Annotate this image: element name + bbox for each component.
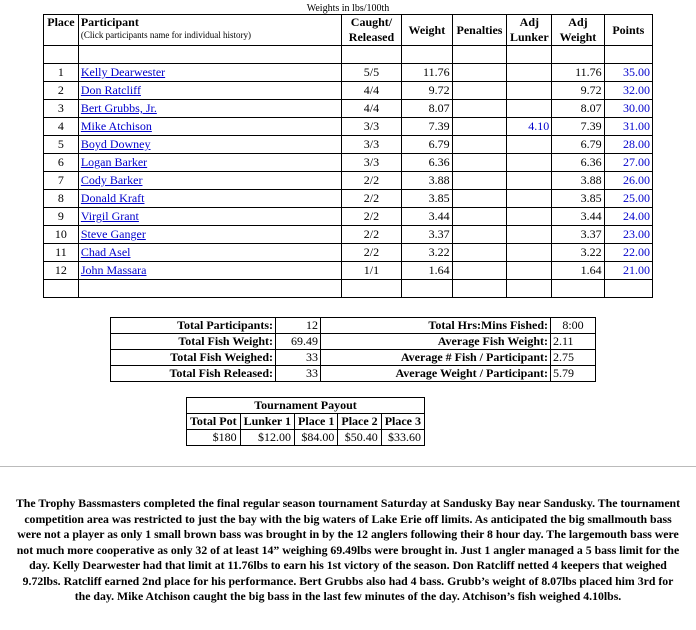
blank-cell: [402, 46, 452, 64]
caught-released-cell: 4/4: [341, 82, 401, 100]
adj-weight-cell: 9.72: [552, 82, 604, 100]
total-fish-released-value: 33: [276, 366, 321, 382]
adj-weight-cell: 7.39: [552, 118, 604, 136]
result-row: [44, 100, 653, 118]
summary-table: [110, 317, 596, 382]
adj-weight-cell: 3.22: [552, 244, 604, 262]
header-caught-released: [341, 15, 401, 46]
penalties-cell: [452, 226, 507, 244]
penalties-cell: [452, 208, 507, 226]
adj-lunker-cell: [507, 190, 552, 208]
caught-released-cell: 3/3: [341, 154, 401, 172]
participant-link[interactable]: Kelly Dearwester: [80, 65, 166, 79]
header-participant-note: (Click participants name for individual history): [80, 30, 252, 40]
blank-cell: [604, 46, 652, 64]
points-cell: 21.00: [604, 262, 652, 280]
header-caught: Caught/: [350, 15, 393, 29]
blank-cell: [44, 280, 79, 298]
weights-caption-text: Weights in lbs/100th: [306, 3, 390, 14]
weight-cell: 6.36: [402, 154, 452, 172]
points-cell: 24.00: [604, 208, 652, 226]
result-row: [44, 82, 653, 100]
summary-row: [111, 318, 596, 334]
payout-header-lunker-1: Lunker 1: [240, 414, 294, 430]
blank-cell: [604, 280, 652, 298]
blank-cell: [78, 46, 341, 64]
adj-weight-cell: 3.37: [552, 226, 604, 244]
caught-released-cell: 2/2: [341, 190, 401, 208]
header-adj-weight: [552, 15, 604, 46]
summary-row: [111, 350, 596, 366]
weight-cell: 3.37: [402, 226, 452, 244]
total-fish-weight-label: Total Fish Weight:: [111, 334, 276, 350]
participant-link[interactable]: Cody Barker: [80, 173, 143, 187]
blank-row-bottom: [44, 280, 653, 298]
weight-cell: 7.39: [402, 118, 452, 136]
total-fish-weighed-label: Total Fish Weighed:: [111, 350, 276, 366]
payout-header-place-1: Place 1: [295, 414, 338, 430]
caught-released-cell: 2/2: [341, 208, 401, 226]
payout-header-total-pot: Total Pot: [187, 414, 241, 430]
adj-lunker-cell: [507, 226, 552, 244]
adj-lunker-cell: [507, 82, 552, 100]
penalties-cell: [452, 64, 507, 82]
blank-cell: [44, 46, 79, 64]
penalties-cell: [452, 136, 507, 154]
result-row: [44, 136, 653, 154]
penalties-cell: [452, 172, 507, 190]
participant-link[interactable]: Steve Ganger: [80, 227, 146, 241]
place-cell: 11: [44, 244, 79, 262]
place-cell: 4: [44, 118, 79, 136]
results-header-row: [44, 15, 653, 46]
avg-fish-per-participant-value: 2.75: [551, 350, 596, 366]
points-cell: 26.00: [604, 172, 652, 190]
place-cell: 12: [44, 262, 79, 280]
header-adj-lunker-2: Lunker: [509, 30, 549, 44]
blank-cell: [507, 46, 552, 64]
blank-cell: [402, 280, 452, 298]
header-place: Place: [44, 15, 79, 46]
place-cell: 6: [44, 154, 79, 172]
tournament-story: The Trophy Bassmasters completed the final regular season tournament Saturday at Sandusky Bay near Sandusky. The tournament competition area was restricted to just the bay with the big waters of Lake Erie off limits. As anticipated the big smallmouth bass were not a player as only 1 small brown bass was brought in by the 12 anglers following their 8 hour day. The largemouth bass were not much more cooperative as only 32 of at least 14” weighing 69.49lbs were brought in. Just 1 angler managed a 5 bass limit for the day. Kelly Dearwester had that limit at 11.76lbs to earn his 1st victory of the season. Don Ratcliff netted 4 keepers that weighed 9.72lbs. Ratcliff earned 2nd place for his performance. Bert Grubbs also had 4 bass. Grubb’s weight of 8.07lbs placed him 3rd for the day. Mike Atchison caught the big bass in the last few minutes of the day. Atchison’s fish weighed 4.10lbs.: [15, 496, 681, 603]
payout-place-2: $50.40: [338, 430, 381, 446]
result-row: [44, 244, 653, 262]
header-adj-lunker-1: Adj: [519, 15, 539, 29]
blank-cell: [341, 46, 401, 64]
caught-released-cell: 4/4: [341, 100, 401, 118]
header-weight: Weight: [402, 15, 452, 46]
adj-weight-cell: 1.64: [552, 262, 604, 280]
participant-cell: [78, 190, 341, 208]
payout-place-3: $33.60: [381, 430, 424, 446]
adj-lunker-cell: 4.10: [507, 118, 552, 136]
adj-lunker-cell: [507, 262, 552, 280]
caught-released-cell: 1/1: [341, 262, 401, 280]
participant-link[interactable]: Mike Atchison: [80, 119, 152, 133]
adj-lunker-cell: [507, 100, 552, 118]
results-body: [44, 64, 653, 280]
adj-lunker-cell: [507, 64, 552, 82]
total-hrs-label: Total Hrs:Mins Fished:: [321, 318, 551, 334]
place-cell: 1: [44, 64, 79, 82]
weight-cell: 6.79: [402, 136, 452, 154]
result-row: [44, 172, 653, 190]
penalties-cell: [452, 82, 507, 100]
weight-cell: 9.72: [402, 82, 452, 100]
penalties-cell: [452, 190, 507, 208]
header-released: Released: [348, 30, 395, 44]
participant-link[interactable]: Donald Kraft: [80, 191, 145, 205]
total-fish-weighed-value: 33: [276, 350, 321, 366]
payout-header-place-2: Place 2: [338, 414, 381, 430]
weight-cell: 3.44: [402, 208, 452, 226]
adj-weight-cell: 6.36: [552, 154, 604, 172]
place-cell: 8: [44, 190, 79, 208]
adj-lunker-cell: [507, 136, 552, 154]
adj-weight-cell: 3.44: [552, 208, 604, 226]
adj-weight-cell: 3.88: [552, 172, 604, 190]
weight-cell: 3.85: [402, 190, 452, 208]
adj-weight-cell: 6.79: [552, 136, 604, 154]
participant-link[interactable]: John Massara: [80, 263, 147, 277]
weight-cell: 11.76: [402, 64, 452, 82]
points-cell: 30.00: [604, 100, 652, 118]
caught-released-cell: 2/2: [341, 172, 401, 190]
adj-weight-cell: 11.76: [552, 64, 604, 82]
header-participant: [78, 15, 341, 46]
points-cell: 22.00: [604, 244, 652, 262]
points-cell: 25.00: [604, 190, 652, 208]
place-cell: 2: [44, 82, 79, 100]
result-row: [44, 208, 653, 226]
participant-cell: [78, 244, 341, 262]
adj-lunker-cell: [507, 172, 552, 190]
adj-lunker-cell: [507, 154, 552, 172]
caught-released-cell: 2/2: [341, 244, 401, 262]
place-cell: 7: [44, 172, 79, 190]
participant-cell: [78, 64, 341, 82]
result-row: [44, 226, 653, 244]
points-cell: 28.00: [604, 136, 652, 154]
total-fish-weight-value: 69.49: [276, 334, 321, 350]
blank-cell: [78, 280, 341, 298]
total-participants-label: Total Participants:: [111, 318, 276, 334]
points-cell: 35.00: [604, 64, 652, 82]
place-cell: 9: [44, 208, 79, 226]
caught-released-cell: 5/5: [341, 64, 401, 82]
payout-value-row: [187, 430, 425, 446]
participant-link[interactable]: Chad Asel: [80, 245, 131, 259]
participant-cell: [78, 82, 341, 100]
place-cell: 5: [44, 136, 79, 154]
header-points: Points: [604, 15, 652, 46]
participant-cell: [78, 136, 341, 154]
blank-cell: [552, 280, 604, 298]
payout-lunker-1: $12.00: [240, 430, 294, 446]
caught-released-cell: 3/3: [341, 136, 401, 154]
section-divider: [0, 466, 696, 467]
participant-link[interactable]: Logan Barker: [80, 155, 148, 169]
penalties-cell: [452, 118, 507, 136]
adj-lunker-cell: [507, 208, 552, 226]
adj-weight-cell: 3.85: [552, 190, 604, 208]
avg-fish-weight-label: Average Fish Weight:: [321, 334, 551, 350]
participant-cell: [78, 118, 341, 136]
points-cell: 27.00: [604, 154, 652, 172]
caught-released-cell: 3/3: [341, 118, 401, 136]
total-participants-value: 12: [276, 318, 321, 334]
participant-cell: [78, 172, 341, 190]
participant-cell: [78, 100, 341, 118]
header-penalties: Penalties: [452, 15, 507, 46]
place-cell: 10: [44, 226, 79, 244]
avg-fish-per-participant-label: Average # Fish / Participant:: [321, 350, 551, 366]
penalties-cell: [452, 262, 507, 280]
payout-header-place-3: Place 3: [381, 414, 424, 430]
results-table: [43, 3, 653, 298]
caught-released-cell: 2/2: [341, 226, 401, 244]
penalties-cell: [452, 154, 507, 172]
result-row: [44, 118, 653, 136]
result-row: [44, 262, 653, 280]
participant-cell: [78, 226, 341, 244]
blank-row-top: [44, 46, 653, 64]
avg-fish-weight-value: 2.11: [551, 334, 596, 350]
total-fish-released-label: Total Fish Released:: [111, 366, 276, 382]
blank-cell: [452, 46, 507, 64]
penalties-cell: [452, 100, 507, 118]
participant-link[interactable]: Virgil Grant: [80, 209, 139, 223]
avg-weight-per-participant-label: Average Weight / Participant:: [321, 366, 551, 382]
participant-link[interactable]: Don Ratcliff: [80, 83, 141, 97]
points-cell: 23.00: [604, 226, 652, 244]
result-row: [44, 190, 653, 208]
adj-lunker-cell: [507, 244, 552, 262]
participant-cell: [78, 262, 341, 280]
blank-cell: [452, 280, 507, 298]
adj-weight-cell: 8.07: [552, 100, 604, 118]
participant-link[interactable]: Bert Grubbs, Jr.: [80, 101, 157, 115]
weight-cell: 1.64: [402, 262, 452, 280]
summary-row: [111, 334, 596, 350]
place-cell: 3: [44, 100, 79, 118]
result-row: [44, 154, 653, 172]
blank-cell: [341, 280, 401, 298]
payout-title-row: [187, 398, 425, 414]
payout-place-1: $84.00: [295, 430, 338, 446]
blank-cell: [552, 46, 604, 64]
summary-row: [111, 366, 596, 382]
penalties-cell: [452, 244, 507, 262]
weights-caption: [44, 3, 653, 15]
header-adj-weight-2: Weight: [559, 30, 597, 44]
points-cell: 31.00: [604, 118, 652, 136]
payout-title: Tournament Payout: [187, 398, 425, 414]
avg-weight-per-participant-value: 5.79: [551, 366, 596, 382]
weight-cell: 3.22: [402, 244, 452, 262]
weight-cell: 3.88: [402, 172, 452, 190]
blank-cell: [507, 280, 552, 298]
participant-cell: [78, 154, 341, 172]
participant-link[interactable]: Boyd Downey: [80, 137, 151, 151]
header-adj-lunker: [507, 15, 552, 46]
result-row: [44, 64, 653, 82]
weight-cell: 8.07: [402, 100, 452, 118]
total-hrs-value: 8:00: [551, 318, 596, 334]
payout-total-pot: $180: [187, 430, 241, 446]
participant-cell: [78, 208, 341, 226]
payout-table: [186, 397, 425, 446]
points-cell: 32.00: [604, 82, 652, 100]
header-adj-weight-1: Adj: [568, 15, 588, 29]
payout-header-row: [187, 414, 425, 430]
header-participant-label: Participant: [80, 15, 139, 29]
